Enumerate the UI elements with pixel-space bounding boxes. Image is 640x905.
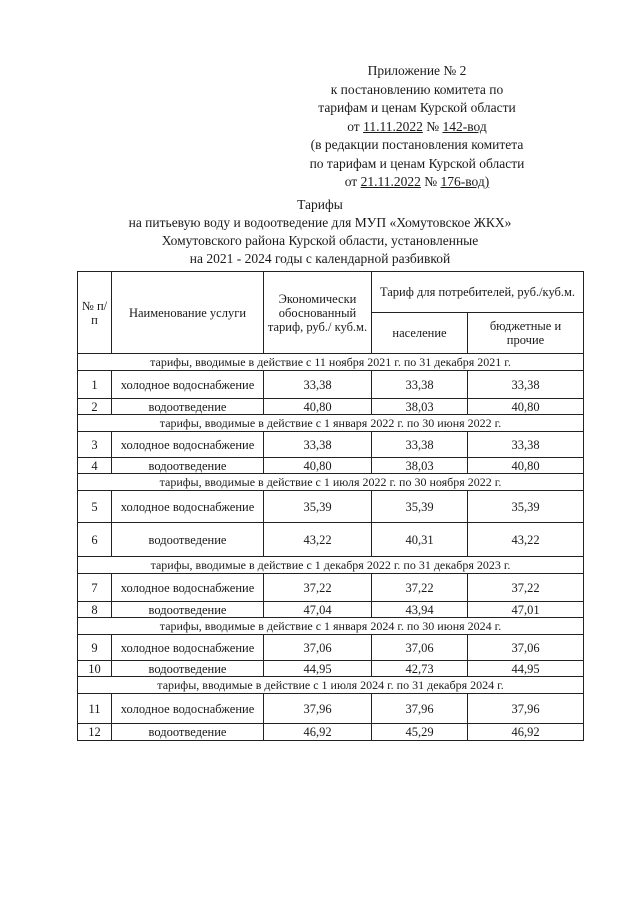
row-number: 7	[78, 574, 112, 602]
table-row	[78, 523, 584, 557]
appendix-line: по тарифам и ценам Курской области	[309, 155, 525, 171]
budget-tariff-value: 40,80	[468, 399, 584, 415]
title-line: Хомутовского района Курской области, установленные	[161, 233, 479, 248]
appendix-line: (в редакции постановления комитета	[310, 137, 524, 152]
population-tariff-value: 38,03	[372, 458, 468, 474]
economic-tariff-value: 46,92	[264, 724, 372, 741]
service-name: водоотведение	[112, 523, 264, 557]
service-name: холодное водоснабжение	[112, 432, 264, 458]
period-row	[78, 474, 584, 491]
row-number: 6	[78, 523, 112, 557]
budget-tariff-value: 33,38	[468, 432, 584, 458]
header-economic-tariff: Экономически обоснованный тариф, руб./ куб.м.	[264, 272, 372, 354]
service-name: водоотведение	[112, 602, 264, 618]
row-number: 1	[78, 371, 112, 399]
budget-tariff-value: 37,96	[468, 694, 584, 724]
population-tariff-value: 37,22	[372, 574, 468, 602]
amendment-date: 21.11.2022	[360, 174, 421, 189]
table-row	[78, 602, 584, 618]
table-row	[78, 694, 584, 724]
budget-tariff-value: 37,22	[468, 574, 584, 602]
table-row	[78, 574, 584, 602]
period-title: тарифы, вводимые в действие с 11 ноября 2021 г. по 31 декабря 2021 г.	[78, 354, 584, 371]
appendix-resolution-ref	[262, 118, 572, 137]
population-tariff-value: 43,94	[372, 602, 468, 618]
period-row	[78, 354, 584, 371]
table-row	[78, 635, 584, 661]
table-row	[78, 458, 584, 474]
period-row	[78, 677, 584, 694]
table-row	[78, 661, 584, 677]
appendix-text: от	[347, 118, 364, 134]
period-row	[78, 618, 584, 635]
row-number: 11	[78, 694, 112, 724]
service-name: холодное водоснабжение	[112, 491, 264, 523]
appendix-line: к постановлению комитета по	[330, 81, 504, 97]
population-tariff-value: 37,06	[372, 635, 468, 661]
title-line: на питьевую воду и водоотведение для МУП «Хомутовское ЖКХ»	[128, 215, 512, 230]
row-number: 12	[78, 724, 112, 741]
resolution-date: 11.11.2022	[363, 118, 423, 134]
population-tariff-value: 45,29	[372, 724, 468, 741]
period-title: тарифы, вводимые в действие с 1 января 2022 г. по 30 июня 2022 г.	[78, 415, 584, 432]
row-number: 3	[78, 432, 112, 458]
row-number: 10	[78, 661, 112, 677]
document-title	[60, 196, 580, 268]
population-tariff-value: 38,03	[372, 399, 468, 415]
service-name: водоотведение	[112, 724, 264, 741]
economic-tariff-value: 40,80	[264, 458, 372, 474]
budget-tariff-value: 33,38	[468, 371, 584, 399]
row-number: 4	[78, 458, 112, 474]
resolution-number: 142-вод	[442, 118, 487, 134]
period-title: тарифы, вводимые в действие с 1 июля 2022 г. по 30 ноября 2022 г.	[78, 474, 584, 491]
appendix-line: Приложение № 2	[367, 63, 467, 78]
budget-tariff-value: 43,22	[468, 523, 584, 557]
table-row	[78, 432, 584, 458]
budget-tariff-value: 47,01	[468, 602, 584, 618]
title-line: на 2021 - 2024 годы с календарной разбивкой	[189, 251, 451, 266]
title-line: Тарифы	[297, 197, 343, 212]
economic-tariff-value: 40,80	[264, 399, 372, 415]
tariffs-table	[77, 271, 584, 741]
economic-tariff-value: 37,96	[264, 694, 372, 724]
period-row	[78, 415, 584, 432]
economic-tariff-value: 37,06	[264, 635, 372, 661]
appendix-text: №	[422, 118, 443, 134]
service-name: холодное водоснабжение	[112, 635, 264, 661]
budget-tariff-value: 35,39	[468, 491, 584, 523]
table-row	[78, 491, 584, 523]
header-consumer-tariff: Тариф для потребителей, руб./куб.м.	[372, 272, 584, 313]
header-number: № п/п	[78, 272, 112, 354]
budget-tariff-value: 40,80	[468, 458, 584, 474]
population-tariff-value: 42,73	[372, 661, 468, 677]
period-title: тарифы, вводимые в действие с 1 января 2024 г. по 30 июня 2024 г.	[78, 618, 584, 635]
period-row	[78, 557, 584, 574]
appendix-line: тарифам и ценам Курской области	[318, 100, 516, 115]
service-name: водоотведение	[112, 661, 264, 677]
row-number: 5	[78, 491, 112, 523]
row-number: 2	[78, 399, 112, 415]
economic-tariff-value: 35,39	[264, 491, 372, 523]
header-population: население	[372, 313, 468, 354]
amendment-number: 176-вод)	[440, 174, 490, 189]
service-name: водоотведение	[112, 399, 264, 415]
appendix-text: от	[344, 174, 361, 189]
table-row	[78, 399, 584, 415]
table-row	[78, 724, 584, 741]
row-number: 9	[78, 635, 112, 661]
economic-tariff-value: 44,95	[264, 661, 372, 677]
budget-tariff-value: 44,95	[468, 661, 584, 677]
period-title: тарифы, вводимые в действие с 1 декабря 2022 г. по 31 декабря 2023 г.	[78, 557, 584, 574]
service-name: холодное водоснабжение	[112, 574, 264, 602]
appendix-text: №	[420, 174, 441, 189]
budget-tariff-value: 46,92	[468, 724, 584, 741]
economic-tariff-value: 37,22	[264, 574, 372, 602]
economic-tariff-value: 47,04	[264, 602, 372, 618]
service-name: холодное водоснабжение	[112, 371, 264, 399]
population-tariff-value: 40,31	[372, 523, 468, 557]
population-tariff-value: 37,96	[372, 694, 468, 724]
tariffs-table-body	[78, 354, 584, 741]
appendix-block	[262, 62, 572, 192]
budget-tariff-value: 37,06	[468, 635, 584, 661]
population-tariff-value: 35,39	[372, 491, 468, 523]
service-name: холодное водоснабжение	[112, 694, 264, 724]
header-budget: бюджетные и прочие	[468, 313, 584, 354]
header-service-name: Наименование услуги	[112, 272, 264, 354]
service-name: водоотведение	[112, 458, 264, 474]
row-number: 8	[78, 602, 112, 618]
table-row	[78, 371, 584, 399]
population-tariff-value: 33,38	[372, 432, 468, 458]
population-tariff-value: 33,38	[372, 371, 468, 399]
economic-tariff-value: 33,38	[264, 432, 372, 458]
economic-tariff-value: 43,22	[264, 523, 372, 557]
appendix-amendment-ref	[262, 173, 572, 192]
period-title: тарифы, вводимые в действие с 1 июля 2024 г. по 31 декабря 2024 г.	[78, 677, 584, 694]
economic-tariff-value: 33,38	[264, 371, 372, 399]
